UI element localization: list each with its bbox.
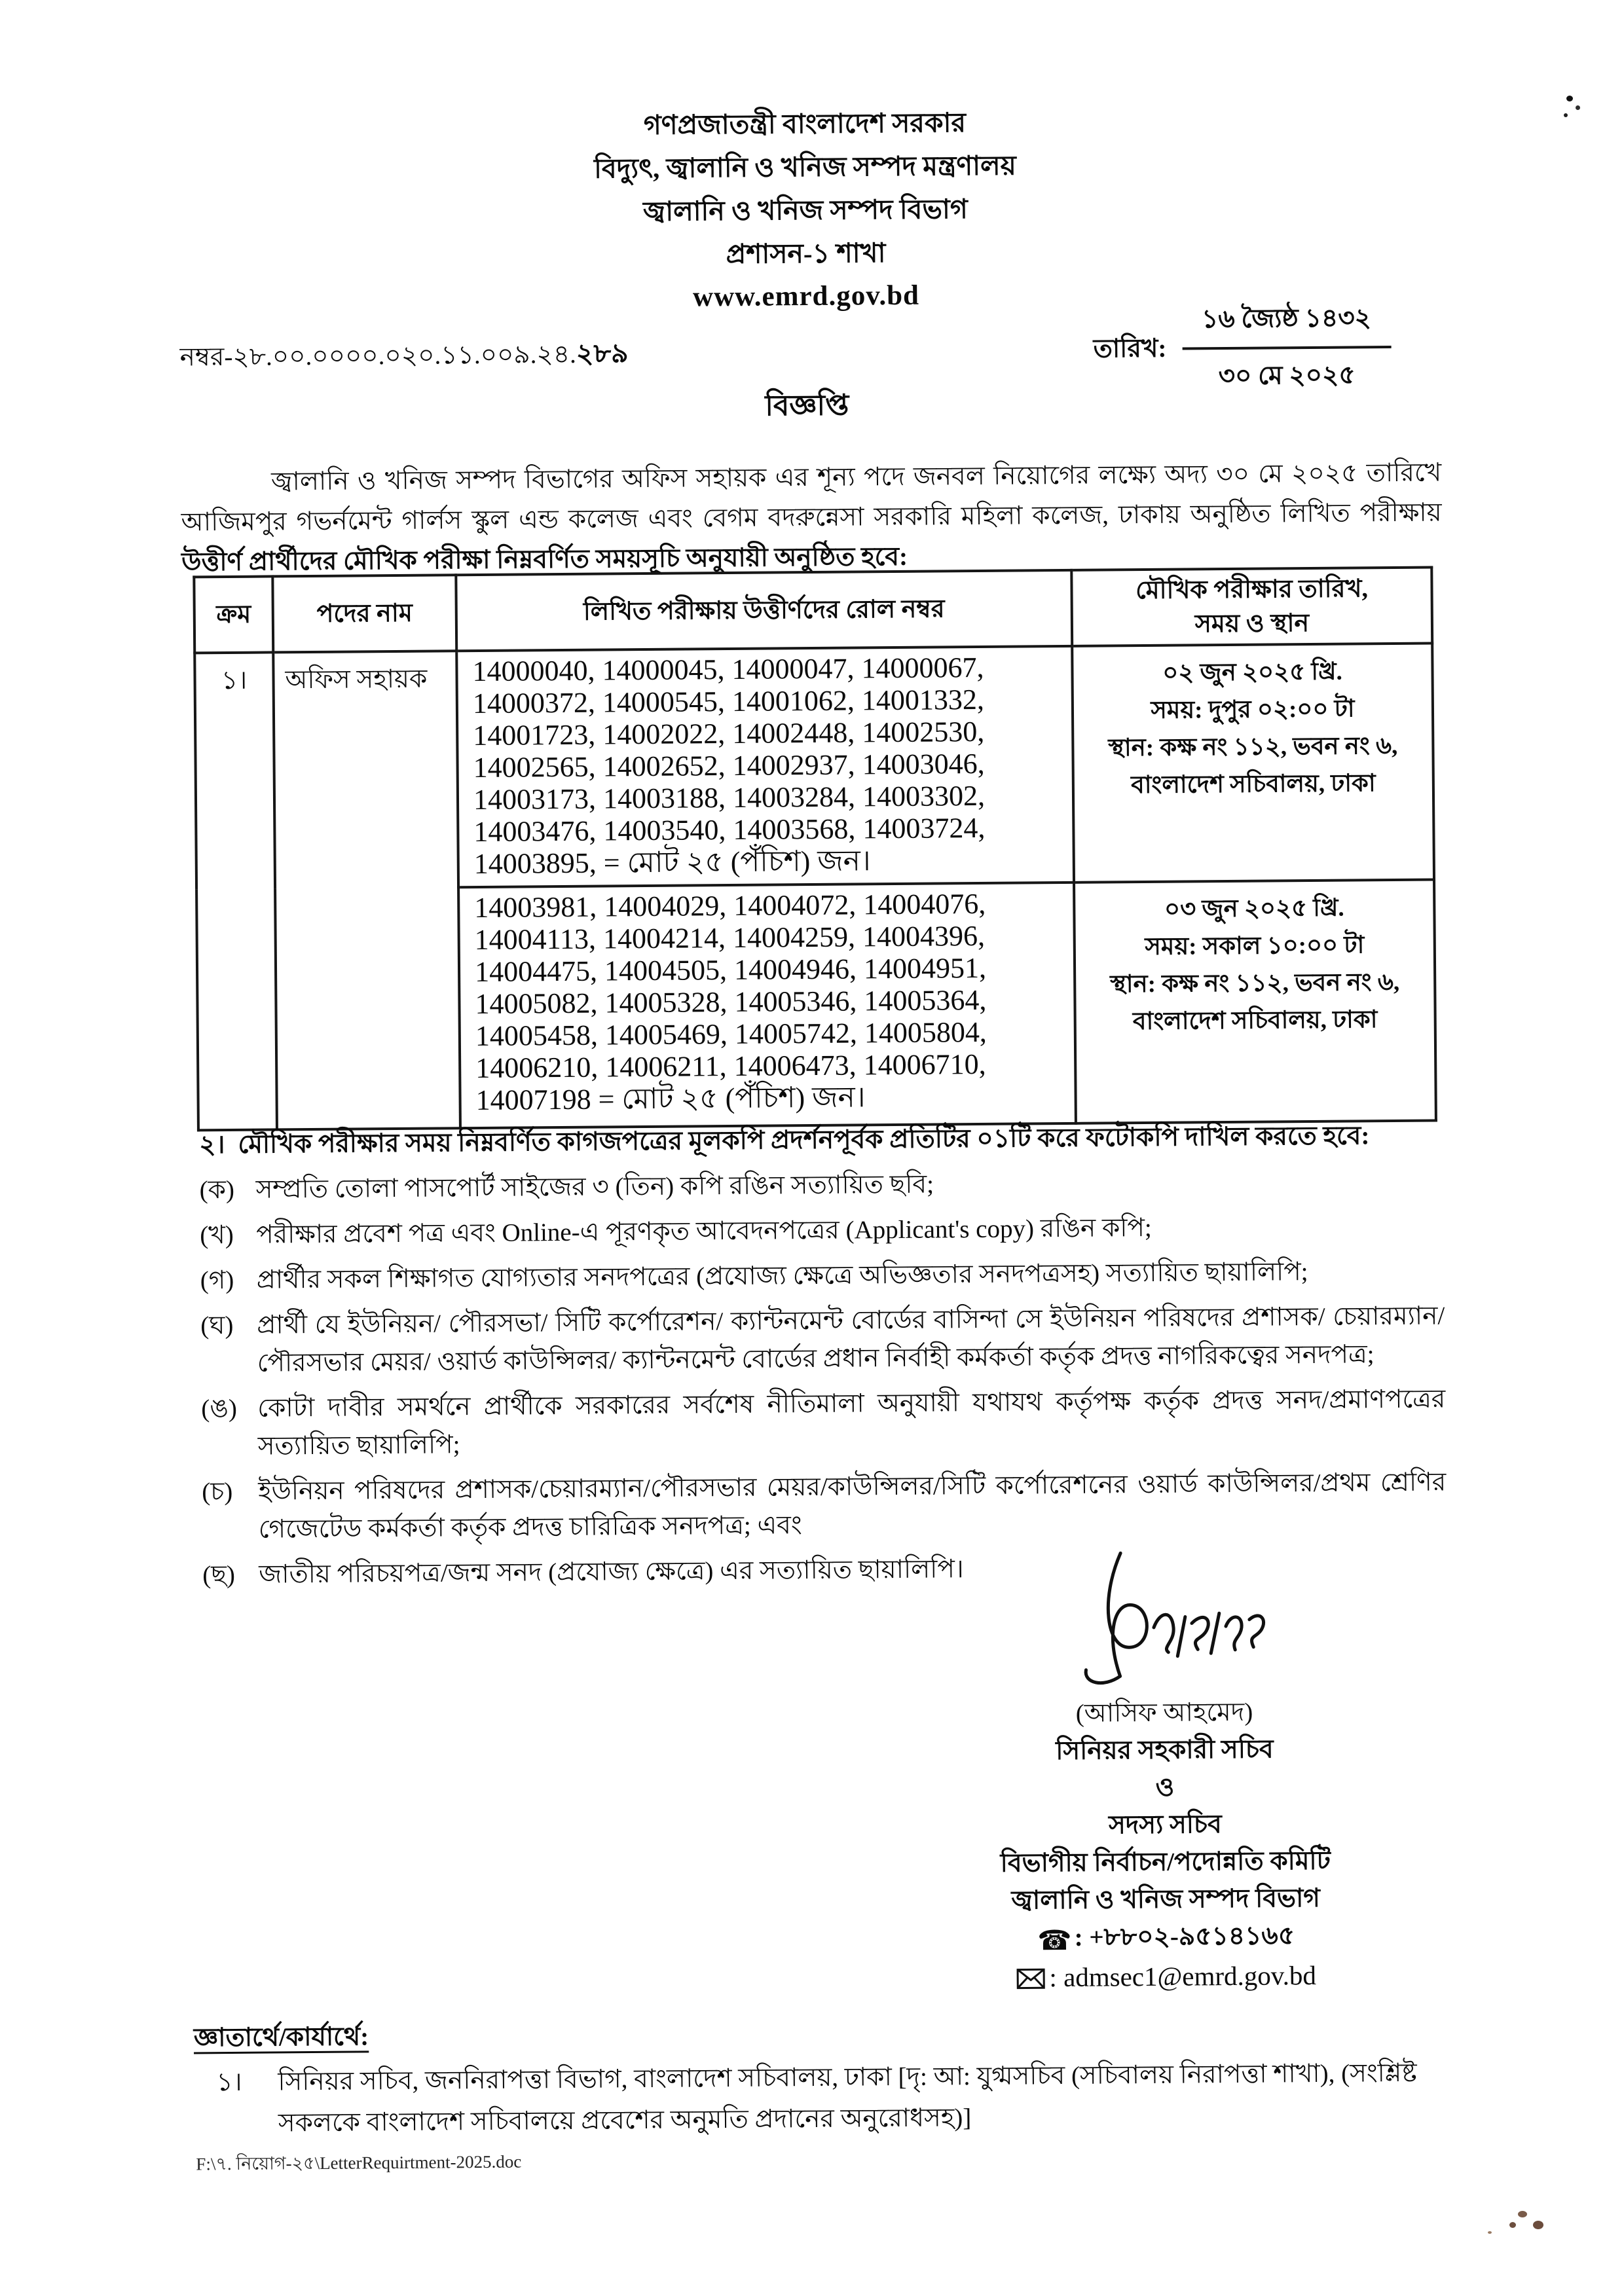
website-url: www.emrd.gov.bd <box>692 280 920 313</box>
item-label: (ছ) <box>202 1560 236 1590</box>
scan-speck <box>1533 2221 1543 2229</box>
signatory-title-1: সিনিয়র সহকারী সচিব <box>1056 1735 1274 1766</box>
item-text: প্রার্থী যে ইউনিয়ন/ পৌরসভা/ সিটি কর্পোরেশন/ ক্যান্টনমেন্ট বোর্ডের বাসিন্দা সে ইউনিয়ন পরিষদের প্রশাসক/ চেয়ারম্যান/ পৌরসভার মেয়র/ ওয়ার্ড কাউন্সিলর/ ক্যান্টনমেন্ট বোর্ডের প্রধান নির্বাহী কর্মকর্তা কর্তৃক প্রদত্ত নাগরিকত্বের সনদপত্র; <box>257 1302 1445 1377</box>
item-label: (চ) <box>202 1477 233 1506</box>
intro-paragraph <box>181 452 1442 582</box>
item-text: প্রার্থীর সকল শিক্ষাগত যোগ্যতার সনদপত্রের (প্রযোজ্য ক্ষেত্রে অভিজ্ঞতার সনদপত্রসহ) সত্যায়িত ছায়ালিপি; <box>256 1258 1308 1294</box>
intro-text: জ্বালানি ও খনিজ সম্পদ বিভাগের অফিস সহায়ক এর শূন্য পদে জনবল নিয়োগের লক্ষ্যে অদ্য ৩০ মে ২০২৫ তারিখে আজিমপুর গভর্নমেন্ট গার্লস স্কুল এন্ড কলেজ এবং বেগম বদরুন্নেসা সরকারি মহিলা কলেজ, ঢাকায় অনুষ্ঠিত লিখিত পরীক্ষায় <box>181 458 1442 537</box>
division-name: জ্বালানি ও খনিজ সম্পদ বিভাগ <box>643 194 968 227</box>
instruction-2-number: ২। <box>198 1131 225 1159</box>
item-text: জাতীয় পরিচয়পত্র/জন্ম সনদ (প্রযোজ্য ক্ষেত্রে) এর সত্যায়িত ছায়ালিপি। <box>259 1555 964 1589</box>
scan-speck <box>1576 105 1580 110</box>
memo-number-line <box>179 333 629 381</box>
col-header-post: পদের নাম <box>272 575 456 652</box>
date-label: তারিখ: <box>1093 334 1167 363</box>
scan-speck <box>1509 2222 1516 2228</box>
ministry-name: বিদ্যুৎ, জ্বালানি ও খনিজ সম্পদ মন্ত্রণালয় <box>593 150 1016 184</box>
date-gregorian: ৩০ মে ২০২৫ <box>1218 361 1356 391</box>
signature-block <box>914 1546 1415 1997</box>
item-text: কোটা দাবীর সমর্থনে প্রার্থীকে সরকারের সর্বশেষ নীতিমালা অনুযায়ী যথাযথ কর্তৃপক্ষ কর্তৃক প্রদত্ত সনদ/প্রমাণপত্রের সত্যায়িত ছায়ালিপি; <box>257 1385 1446 1461</box>
list-item <box>200 1207 1444 1254</box>
signatory-committee: বিভাগীয় নির্বাচন/পদোন্নতি কমিটি <box>1000 1846 1331 1878</box>
government-name: গণপ্রজাতন্ত্রী বাংলাদেশ সরকার <box>643 107 967 140</box>
letterhead <box>0 96 1618 324</box>
intro-text-bold: উত্তীর্ণ প্রার্থীদের মৌখিক পরীক্ষা নিম্নবর্ণিত সময়সূচি অনুযায়ী অনুষ্ঠিত হবে: <box>181 542 908 577</box>
memo-number: নম্বর-২৮.০০.০০০০.০২০.১১.০০৯.২৪. <box>179 340 576 372</box>
item-text: পরীক্ষার প্রবেশ পত্র এবং Online-এ পূরণকৃত আবেদনপত্রের (Applicant's copy) রঙিন কপি; <box>256 1213 1152 1249</box>
phone-number: : +৮৮০২-৯৫১৪১৬৫ <box>1074 1922 1295 1952</box>
scan-speck <box>1566 96 1573 101</box>
item-text: সিনিয়র সচিব, জননিরাপত্তা বিভাগ, বাংলাদেশ সচিবালয়, ঢাকা [দৃ: আ: যুগ্মসচিব (সচিবালয় নিরাপত্তা শাখা), (সংশ্লিষ্ট সকলকে বাংলাদেশ সচিবালয়ে প্রবেশের অনুমতি প্রদানের অনুরোধসহ)] <box>278 2058 1417 2138</box>
distribution-item <box>216 2052 1464 2144</box>
email-address: : admsec1@emrd.gov.bd <box>1049 1959 1317 1992</box>
item-label: (খ) <box>200 1220 234 1250</box>
instruction-2-text: মৌখিক পরীক্ষার সময় নিম্নবর্ণিত কাগজপত্রের মূলকপি প্রদর্শনপূর্বক প্রতিটির ০১টি করে ফটোকপি দাখিল করতে হবে: <box>238 1121 1370 1159</box>
post-name-cell: অফিস সহায়ক <box>273 651 460 1129</box>
item-text: ইউনিয়ন পরিষদের প্রশাসক/চেয়ারম্যান/পৌরসভার মেয়র/কাউন্সিলর/সিটি কর্পোরেশনের ওয়ার্ড কাউন্সিলর/প্রথম শ্রেণির গেজেটেড কর্মকর্তা কর্তৃক প্রদত্ত চারিত্রিক সনদপত্র; এবং <box>258 1468 1447 1544</box>
viva-schedule-table <box>193 566 1437 1132</box>
date-bangla: ১৬ জ্যৈষ্ঠ ১৪৩২ <box>1182 298 1391 350</box>
notice-title: বিজ্ঞপ্তি <box>765 389 849 422</box>
scan-speck <box>1564 113 1568 117</box>
list-item <box>199 1161 1443 1209</box>
item-text: সম্প্রতি তোলা পাসপোর্ট সাইজের ৩ (তিন) কপি রঙিন সত্যায়িত ছবি; <box>255 1170 934 1204</box>
roll-numbers-session-1: 14000040, 14000045, 14000047, 14000067, 14000372, 14000545, 14001062, 14001332, 14001723, 14002022, 14002448, 14002530, 14002565, 14002652, 14002937, 14003046, 14003173, 14003188, 14003284, 14003302, 14003476, 14003540, 14003568, 14003724, 14003895, = মোট ২৫ (পঁচিশ) জন। <box>456 646 1074 887</box>
item-label: (ঘ) <box>200 1311 234 1340</box>
schedule-session-1: ০২ জুন ২০২৫ খ্রি. সময়: দুপুর ০২:০০ টা স্থান: কক্ষ নং ১১২, ভবন নং ৬, বাংলাদেশ সচিবালয়, ঢাকা <box>1072 644 1434 883</box>
phone-icon: ☎ <box>1037 1923 1072 1956</box>
col-header-schedule: মৌখিক পরীক্ষার তারিখ, সময় ও স্থান <box>1071 568 1432 646</box>
signatory-conjunction: ও <box>1155 1773 1175 1802</box>
roll-numbers-session-2: 14003981, 14004029, 14004072, 14004076, 14004113, 14004214, 14004259, 14004396, 14004475, 14004505, 14004946, 14004951, 14005082, 14005328, 14005346, 14005364, 14005458, 14005469, 14005742, 14005804, 14006210, 14006211, 14006473, 14006710, 14007198 = মোট ২৫ (পঁচিশ) জন। <box>458 883 1076 1128</box>
distribution-heading: জ্ঞাতার্থে/কার্যার্থে: <box>193 2022 369 2052</box>
schedule-session-2: ০৩ জুন ২০২৫ খ্রি. সময়: সকাল ১০:০০ টা স্থান: কক্ষ নং ১১২, ভবন নং ৬, বাংলাদেশ সচিবালয়, ঢাকা <box>1074 880 1436 1123</box>
table-row <box>194 644 1434 890</box>
scan-speck <box>1488 2231 1492 2234</box>
branch-name: প্রশাসন-১ শাখা <box>726 238 886 269</box>
item-label: (গ) <box>200 1266 234 1295</box>
col-header-serial: ক্রম <box>194 576 273 653</box>
scan-speck <box>1518 2211 1527 2217</box>
col-header-rolls: লিখিত পরীক্ষায় উত্তীর্ণদের রোল নম্বর <box>456 570 1072 651</box>
signatory-division: জ্বালানি ও খনিজ সম্পদ বিভাগ <box>1011 1884 1321 1915</box>
table-header-row <box>194 568 1432 653</box>
item-number: ১। <box>216 2068 242 2097</box>
handwritten-signature <box>1022 1546 1305 1691</box>
signatory-title-2: সদস্য সচিব <box>1108 1810 1222 1840</box>
item-label: (ঙ) <box>201 1394 238 1423</box>
email-icon <box>1016 1968 1045 1989</box>
phone-line <box>917 1916 1414 1960</box>
list-item <box>200 1297 1445 1383</box>
list-item <box>202 1463 1447 1549</box>
email-line <box>917 1956 1415 1997</box>
item-label: (ক) <box>199 1175 235 1205</box>
serial-cell: ১। <box>194 652 277 1130</box>
list-item <box>200 1252 1445 1300</box>
list-item <box>201 1380 1446 1466</box>
file-path: F:\৭. নিয়োগ-২৫\LetterRequirtment-2025.doc <box>196 2151 522 2174</box>
memo-number-serial: ২৮৯ <box>576 338 629 369</box>
signatory-name: (আসিফ আহমেদ) <box>1075 1698 1253 1728</box>
requirements-list <box>199 1161 1447 1601</box>
